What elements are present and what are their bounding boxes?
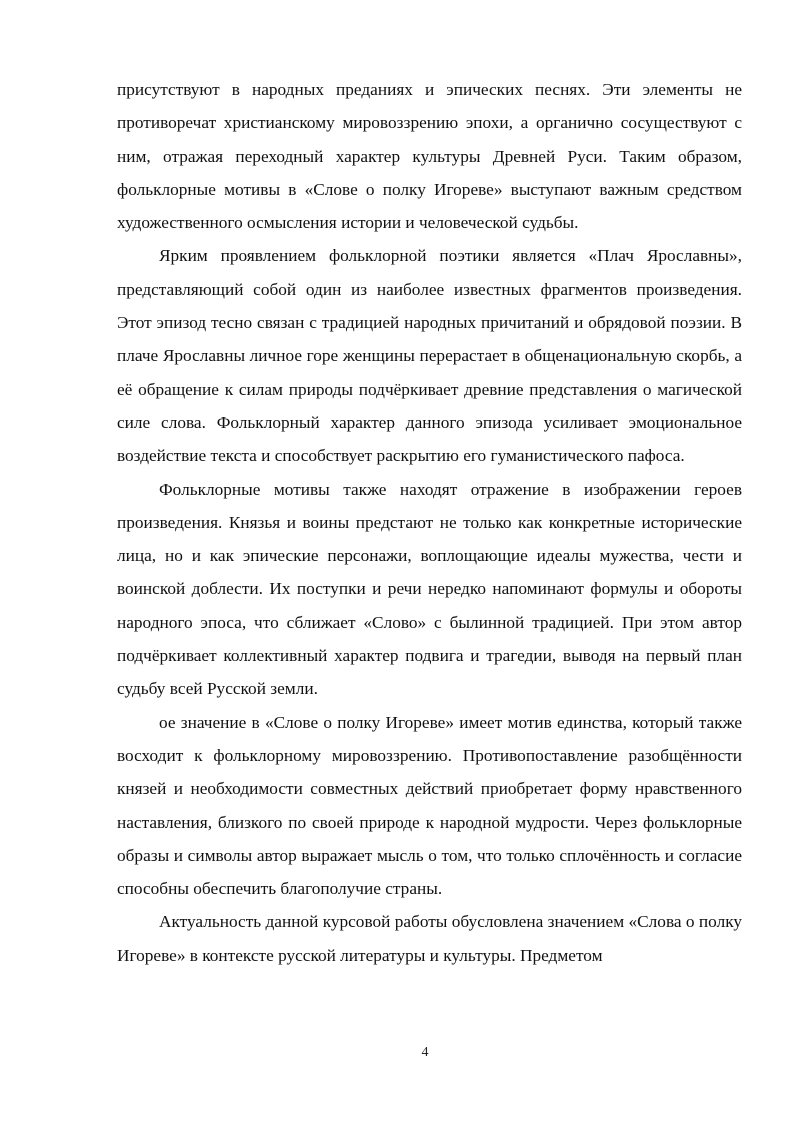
paragraph-5: Актуальность данной курсовой работы обусловлена значением «Слова о полку Игореве» в контексте русской литературы и культуры. Предметом bbox=[117, 912, 742, 965]
paragraph-2: Ярким проявлением фольклорной поэтики является «Плач Ярославны», представляющий собой один из наиболее известных фрагментов произведения. Этот эпизод тесно связан с традицией народных причитаний и обрядовой поэзии. В плаче Ярославны личное горе женщины перерастает в общенациональную скорбь, а её обращение к силам природы подчёркивает древние представления о магической силе слова. Фольклорный характер данного эпизода усиливает эмоциональное воздействие текста и способствует раскрытию его гуманистического пафоса. bbox=[117, 246, 742, 466]
paragraph-3: Фольклорные мотивы также находят отражение в изображении героев произведения. Князья и воины предстают не только как конкретные исторические лица, но и как эпические персонажи, воплощающие идеалы мужества, чести и воинской доблести. Их поступки и речи нередко напоминают формулы и обороты народного эпоса, что сближает «Слово» с былинной традицией. При этом автор подчёркивает коллективный характер подвига и трагедии, выводя на первый план судьбу всей Русской земли. bbox=[117, 479, 742, 699]
paragraph-4: ое значение в «Слове о полку Игореве» имеет мотив единства, который также восходит к фольклорному мировоззрению. Противопоставление разобщённости князей и необходимости совместных действий приобретает форму нравственного наставления, близкого по своей природе к народной мудрости. Через фольклорные образы и символы автор выражает мысль о том, что только сплочённость и согласие способны обеспечить благополучие страны. bbox=[117, 712, 742, 899]
paragraph-1: присутствуют в народных преданиях и эпических песнях. Эти элементы не противоречат христианскому мировоззрению эпохи, а органично сосуществуют с ним, отражая переходный характер культуры Древней Руси. Таким образом, фольклорные мотивы в «Слове о полку Игореве» выступают важным средством художественного осмысления истории и человеческой судьбы. bbox=[117, 80, 742, 233]
page-number: 4 bbox=[421, 1045, 429, 1060]
document-body bbox=[117, 73, 742, 972]
